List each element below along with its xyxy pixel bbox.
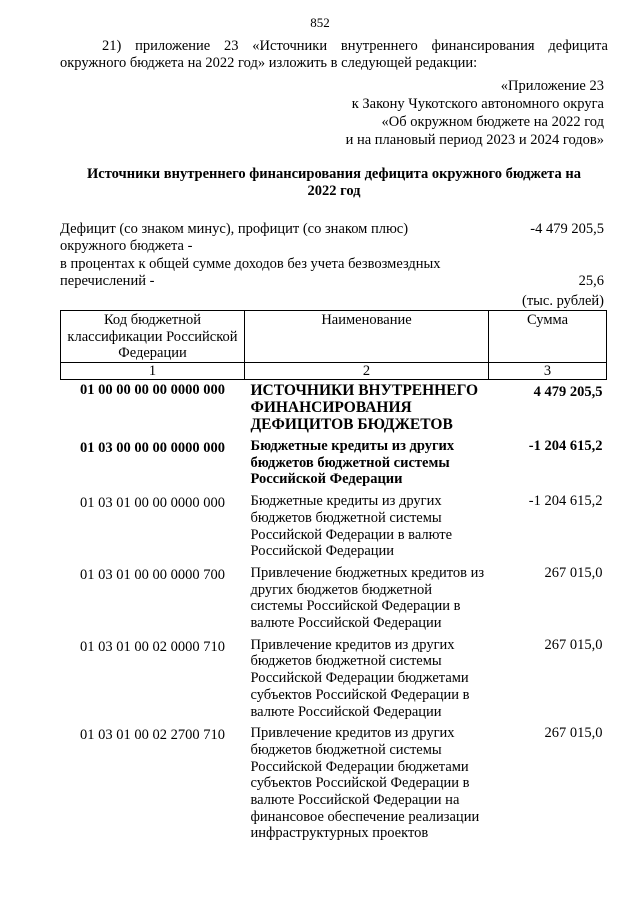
row-amount: 267 015,0	[544, 564, 603, 581]
row-name: Бюджетные кредиты из других бюджетов бюджетной системы Российской Федерации	[250, 438, 455, 488]
percent-label-line-2: перечислений -	[60, 273, 155, 289]
row-code: 01 00 00 00 00 0000 000	[80, 382, 225, 398]
row-name: Привлечение кредитов из других бюджетов бюджетной системы Российской Федерации бюджетами субъектов Российской Федерации в валюте Российской Федерации на финансовое обеспечение реализации инфраструктурных проектов	[250, 725, 480, 842]
document-title	[60, 166, 608, 200]
table-row	[61, 637, 607, 726]
row-name: Привлечение кредитов из других бюджетов бюджетной системы Российской Федерации бюджетами субъектов Российской Федерации в валюте Российской Федерации	[250, 636, 470, 720]
column-number-row	[61, 363, 607, 380]
table-row	[61, 493, 607, 565]
appendix-line-3: «Об окружном бюджете на 2022 год	[381, 114, 604, 130]
intro-line-2: окружного бюджета на 2022 год» изложить в следующей редакции:	[60, 55, 478, 71]
header-code: Код бюджетной классификации Российской Федерации	[61, 311, 245, 363]
table-header-row	[61, 311, 607, 363]
row-amount: -1 204 615,2	[528, 493, 603, 510]
title-line-1: Источники внутреннего финансирования дефицита окружного бюджета на	[87, 166, 581, 182]
row-code: 01 03 01 00 00 0000 700	[80, 566, 225, 583]
row-amount: 267 015,0	[544, 725, 603, 742]
row-amount: 267 015,0	[544, 636, 603, 653]
row-name: ИСТОЧНИКИ ВНУТРЕННЕГО ФИНАНСИРОВАНИЯ ДЕФИЦИТОВ БЮДЖЕТОВ	[250, 382, 479, 433]
column-number: 3	[489, 363, 607, 380]
table-row	[61, 380, 607, 439]
row-code: 01 03 00 00 00 0000 000	[80, 440, 225, 456]
table-row	[61, 725, 607, 847]
header-name: Наименование	[245, 311, 489, 363]
deficit-label-line-2: окружного бюджета -	[60, 238, 193, 254]
column-number: 1	[61, 363, 245, 380]
percent-label-line-1: в процентах к общей сумме доходов без учета безвозмездных	[60, 256, 441, 272]
units-label: (тыс. рублей)	[522, 293, 604, 309]
row-name: Привлечение бюджетных кредитов из других бюджетов бюджетной системы Российской Федерации в валюте Российской Федерации	[250, 564, 485, 632]
header-amount: Сумма	[489, 311, 607, 363]
table-row	[61, 565, 607, 637]
page-number: 852	[310, 15, 330, 30]
budget-table	[60, 310, 607, 847]
column-number: 2	[245, 363, 489, 380]
row-amount: -1 204 615,2	[528, 438, 603, 454]
appendix-line-1: «Приложение 23	[500, 78, 604, 94]
appendix-reference	[346, 77, 604, 149]
intro-paragraph	[60, 38, 608, 72]
row-code: 01 03 01 00 02 0000 710	[80, 638, 225, 655]
row-code: 01 03 01 00 02 2700 710	[80, 727, 225, 744]
deficit-value: -4 479 205,5	[530, 221, 604, 237]
row-code: 01 03 01 00 00 0000 000	[80, 495, 225, 512]
row-amount: 4 479 205,5	[533, 384, 603, 400]
row-name: Бюджетные кредиты из других бюджетов бюджетной системы Российской Федерации в валюте Российской Федерации	[250, 493, 453, 560]
percent-value: 25,6	[578, 273, 604, 289]
intro-line-1: 21) приложение 23 «Источники внутреннего финансирования дефицита	[102, 38, 608, 54]
deficit-label-line-1: Дефицит (со знаком минус), профицит (со знаком плюс)	[60, 221, 409, 237]
appendix-line-2: к Закону Чукотского автономного округа	[351, 96, 604, 112]
table-row	[61, 438, 607, 493]
title-line-2: 2022 год	[307, 183, 361, 199]
appendix-line-4: и на плановый период 2023 и 2024 годов»	[345, 132, 604, 148]
